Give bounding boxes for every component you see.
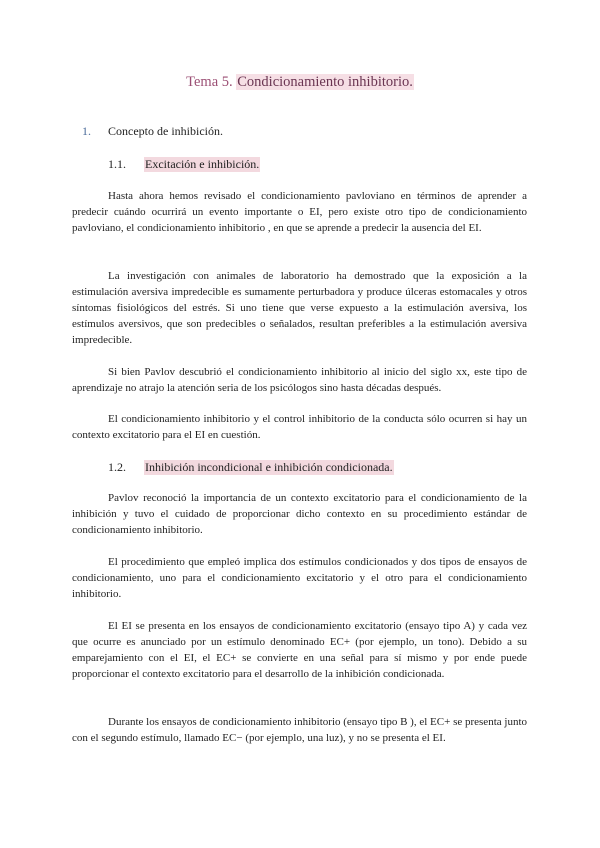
- paragraph-7: El EI se presenta en los ensayos de condicionamiento excitatorio (ensayo tipo A) y cada vez que ocurre es anunciado por un estímulo denominado EC+ (por ejemplo, un tono). Debido a su emparejamiento con el EI, el EC+ se convierte en una señal para sí mismo y por ende puede proporcionar el contexto excitatorio para el desarrollo de la inhibición condicionada.: [72, 620, 527, 680]
- subsection-title: Excitación e inhibición.: [145, 157, 260, 171]
- title-prefix: Tema 5.: [186, 74, 233, 90]
- paragraph-3: Si bien Pavlov descubrió el condicionamiento inhibitorio al inicio del siglo xx, este tipo de aprendizaje no atrajo la atención seria de los psicólogos sino hasta décadas después.: [72, 366, 527, 394]
- paragraph-6: El procedimiento que empleó implica dos estímulos condicionados y dos tipos de ensayos de condicionamiento, uno para el condicionamiento excitatorio y el otro para el condicionamiento inhibitorio.: [72, 556, 527, 600]
- document-title: [0, 74, 600, 91]
- subsection-number: 1.1.: [108, 157, 126, 171]
- section-title: Concepto de inhibición.: [108, 124, 223, 138]
- paragraph-8: Durante los ensayos de condicionamiento inhibitorio (ensayo tipo B ), el EC+ se presenta junto con el segundo estímulo, llamado EC− (por ejemplo, una luz), y no se presenta el EI.: [72, 716, 527, 744]
- paragraph-5: Pavlov reconoció la importancia de un contexto excitatorio para el condicionamiento de la inhibición y tuvo el cuidado de proporcionar dicho contexto en su procedimiento estándar de condicionamiento inhibitorio.: [72, 492, 527, 536]
- section-number: 1.: [82, 124, 91, 138]
- subsection-title: Inhibición incondicional e inhibición condicionada.: [145, 460, 393, 474]
- title-highlight: Condicionamiento inhibitorio.: [237, 74, 413, 90]
- subsection-number: 1.2.: [108, 460, 126, 474]
- paragraph-1: Hasta ahora hemos revisado el condicionamiento pavloviano en términos de aprender a predecir cuándo ocurrirá un evento importante o EI, pero existe otro tipo de condicionamiento pavloviano, el condicionamiento inhibitorio , en que se aprende a predecir la ausencia del EI.: [72, 190, 527, 234]
- paragraph-2: La investigación con animales de laboratorio ha demostrado que la exposición a la estimulación aversiva impredecible es sumamente perturbadora y produce úlceras estomacales y otros síntomas fisiológicos del estrés. Si uno tiene que verse expuesto a la estimulación aversiva, los estímulos aversivos, que son predecibles o señalados, resultan preferibles a la estimulación aversiva impredecible.: [72, 270, 527, 346]
- paragraph-4: El condicionamiento inhibitorio y el control inhibitorio de la conducta sólo ocurren si hay un contexto excitatorio para el EI en cuestión.: [72, 413, 527, 441]
